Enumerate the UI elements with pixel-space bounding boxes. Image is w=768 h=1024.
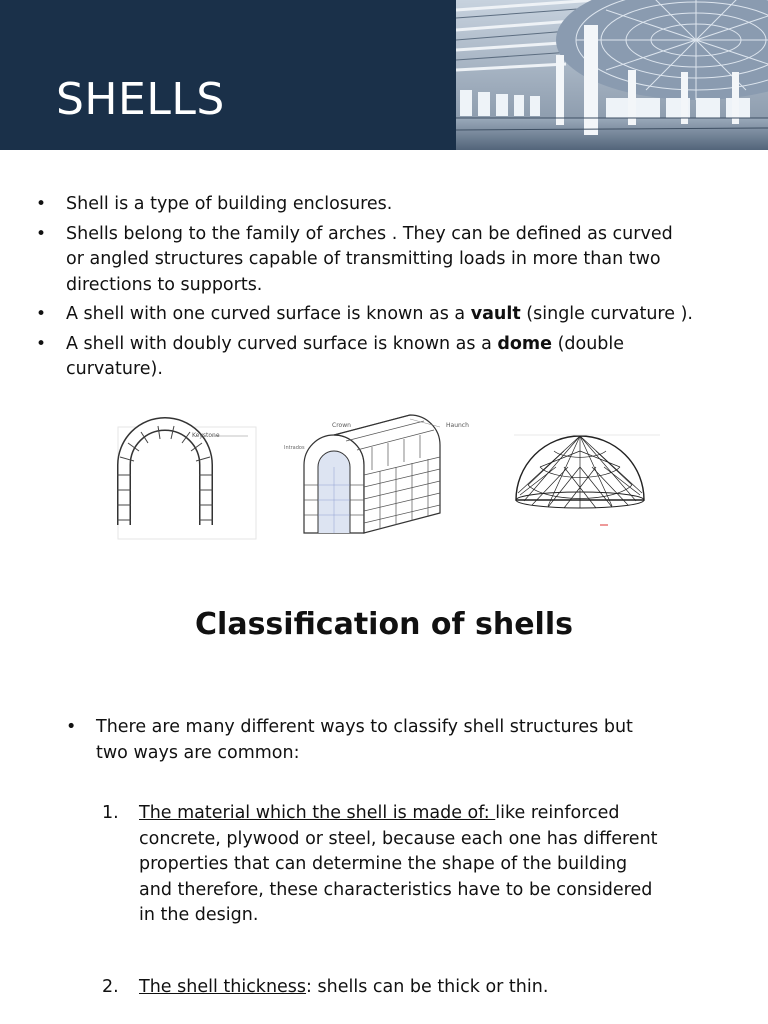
slide-title: SHELLS bbox=[56, 74, 225, 125]
shell-interior-photo bbox=[456, 0, 768, 150]
section-heading: Classification of shells bbox=[195, 607, 573, 642]
shell-type-figures bbox=[0, 405, 768, 555]
arch-label: Keystone bbox=[192, 432, 220, 439]
vault-term: vault bbox=[470, 304, 521, 324]
vault-intrados-label: Intrados bbox=[284, 445, 305, 451]
list-item: • Shells belong to the family of arches . They can be defined as curved or angled structures capable of transmitting loads in more than two directions to supports. bbox=[36, 223, 673, 295]
classification-bullet-list bbox=[0, 715, 768, 766]
item-text: The shell thickness: shells can be thick or thin. bbox=[139, 977, 549, 997]
vault-crown-label: Crown bbox=[332, 422, 351, 429]
item-text: The material which the shell is made of: like reinforced concrete, plywood or steel, because each one has different properties that can determine the shape of the building and therefore, these characteristics have to be considered in the design. bbox=[139, 803, 658, 925]
intro-bullet-list bbox=[0, 192, 768, 387]
arch-illustration bbox=[117, 424, 256, 539]
geodesic-dome-illustration bbox=[514, 435, 660, 525]
vault-haunch-label: Haunch bbox=[446, 422, 469, 429]
bullet-icon: • bbox=[36, 333, 47, 354]
bullet-icon: • bbox=[36, 223, 47, 244]
item-number: 2. bbox=[102, 977, 119, 997]
title-banner bbox=[0, 0, 768, 150]
bullet-icon: • bbox=[36, 304, 47, 324]
bullet-icon: • bbox=[66, 717, 77, 737]
list-item: • A shell with doubly curved surface is known as a dome (double curvature). bbox=[36, 333, 625, 379]
vault-illustration bbox=[284, 415, 469, 533]
item-number: 1. bbox=[102, 803, 119, 823]
list-item: • There are many different ways to classify shell structures but two ways are common: bbox=[66, 717, 633, 763]
list-item: • A shell with one curved surface is known as a vault (single curvature ). bbox=[0, 302, 696, 328]
dome-term: dome bbox=[497, 333, 553, 354]
bullet-icon: • bbox=[36, 194, 47, 214]
list-item: • Shell is a type of building enclosures. bbox=[0, 192, 696, 218]
